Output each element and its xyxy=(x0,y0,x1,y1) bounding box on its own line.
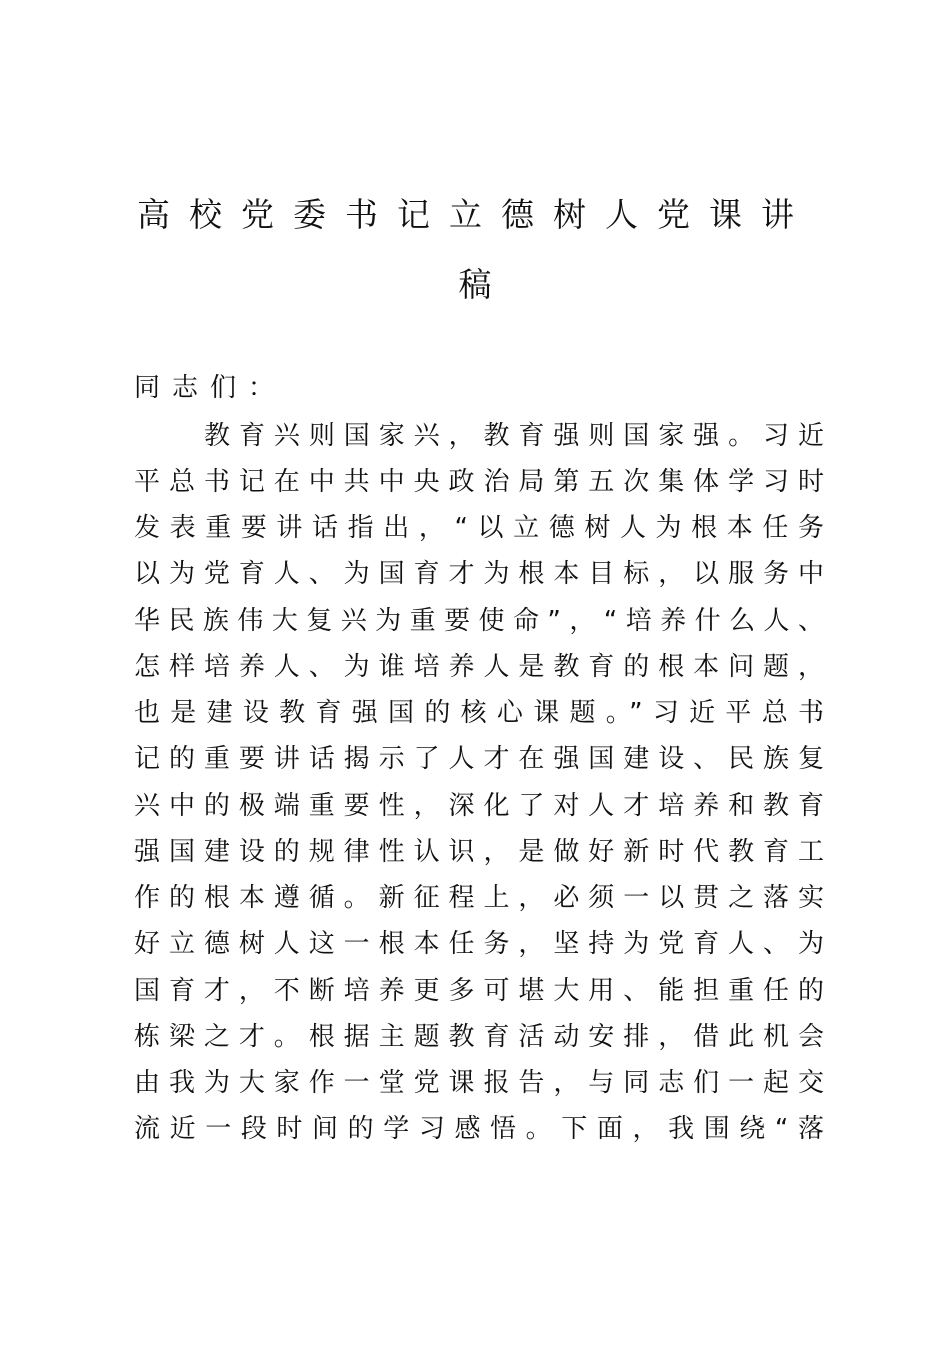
paragraph-line: 记的重要讲话揭示了人才在强国建设、民族复 xyxy=(134,744,824,774)
paragraph-line: 也是建设教育强国的核心课题。”习近平总书 xyxy=(134,698,824,728)
document-title-line-1: 高校党委书记立德树人党课讲 xyxy=(137,195,813,234)
paragraph-line: 作的根本遵循。新征程上，必须一以贯之落实 xyxy=(134,883,824,913)
paragraph-line: 由我为大家作一堂党课报告，与同志们一起交 xyxy=(134,1068,824,1098)
paragraph-line: 华民族伟大复兴为重要使命”，“培养什么人、 xyxy=(134,606,824,636)
paragraph-line: 以为党育人、为国育才为根本目标，以服务中 xyxy=(134,559,824,589)
paragraph-line: 怎样培养人、为谁培养人是教育的根本问题， xyxy=(134,652,824,682)
salutation: 同志们： xyxy=(134,373,287,403)
paragraph-line: 教育兴则国家兴，教育强则国家强。习近 xyxy=(204,421,824,451)
paragraph-line: 强国建设的规律性认识，是做好新时代教育工 xyxy=(134,837,824,867)
paragraph-line: 平总书记在中共中央政治局第五次集体学习时 xyxy=(134,467,824,497)
paragraph-line: 国育才，不断培养更多可堪大用、能担重任的 xyxy=(134,976,824,1006)
paragraph-line: 发表重要讲话指出，“以立德树人为根本任务 xyxy=(134,513,824,543)
document-title-line-2: 稿 xyxy=(458,265,492,304)
paragraph-line: 流近一段时间的学习感悟。下面，我围绕“落 xyxy=(134,1114,824,1144)
paragraph-line: 好立德树人这一根本任务，坚持为党育人、为 xyxy=(134,929,824,959)
paragraph-line: 栋梁之才。根据主题教育活动安排，借此机会 xyxy=(134,1022,824,1052)
paragraph-line: 兴中的极端重要性，深化了对人才培养和教育 xyxy=(134,791,824,821)
